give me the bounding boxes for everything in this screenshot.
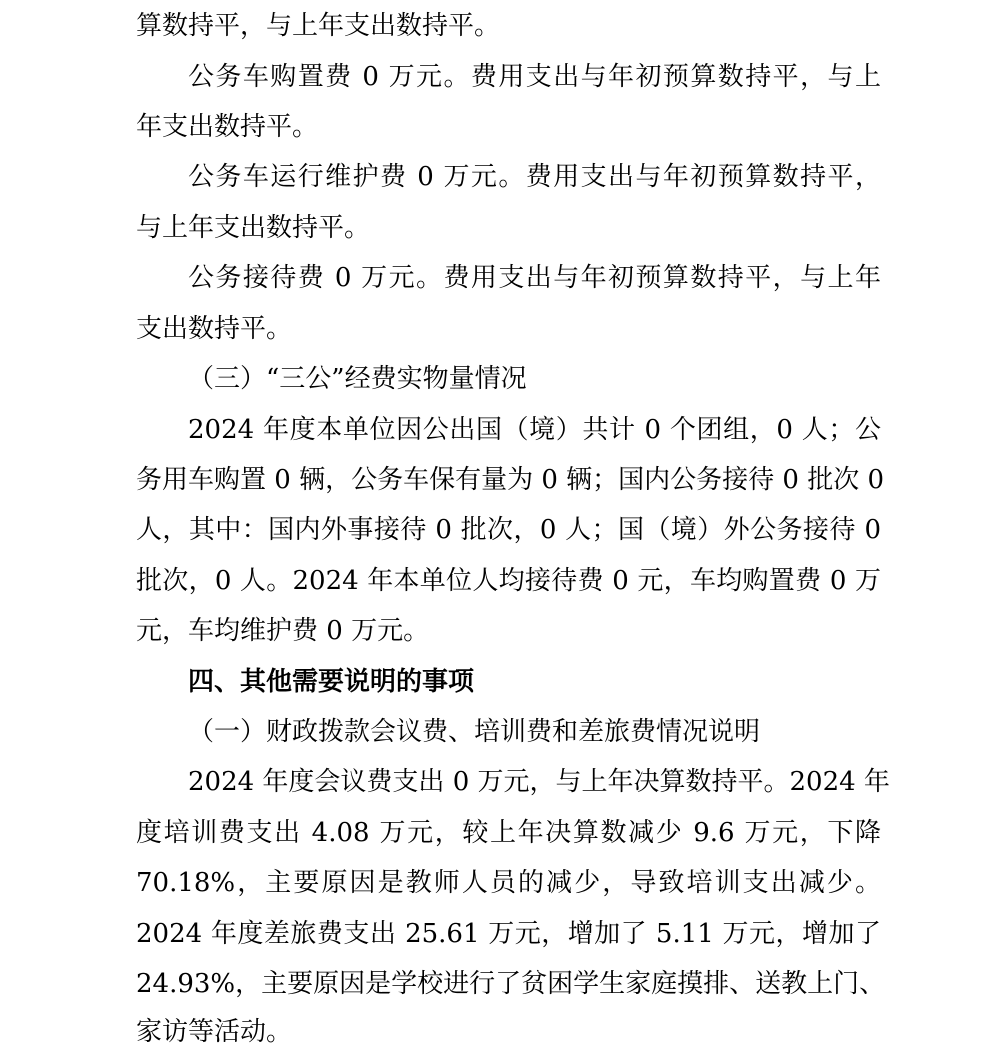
text-line: 元，车均维护费 0 万元。 [136,616,430,646]
text-line: 2024 年度会议费支出 0 万元，与上年决算数持平。2024 年 [188,767,890,797]
text-line: 70.18%，主要原因是教师人员的减少，导致培训支出减少。 [136,868,881,898]
text-line: 2024 年度差旅费支出 25.61 万元，增加了 5.11 万元，增加了 [136,919,881,949]
text-line: 2024 年度本单位因公出国（境）共计 0 个团组，0 人；公 [188,415,881,445]
text-line: 务用车购置 0 辆，公务车保有量为 0 辆；国内公务接待 0 批次 0 [136,465,885,495]
text-line: 24.93%，主要原因是学校进行了贫困学生家庭摸排、送教上门、 [136,969,886,999]
text-line: 算数持平，与上年支出数持平。 [136,11,501,41]
text-line: 公务车运行维护费 0 万元。费用支出与年初预算数持平， [188,162,881,192]
text-line: 批次，0 人。2024 年本单位人均接待费 0 元，车均购置费 0 万 [136,566,881,596]
text-line: 家访等活动。 [136,1017,293,1047]
text-line: 公务接待费 0 万元。费用支出与年初预算数持平，与上年 [188,263,881,293]
text-line: 与上年支出数持平。 [136,213,371,243]
text-line: 度培训费支出 4.08 万元，较上年决算数减少 9.6 万元，下降 [136,818,881,848]
text-line: 支出数持平。 [136,314,293,344]
text-line: 公务车购置费 0 万元。费用支出与年初预算数持平，与上 [188,62,881,92]
text-line: 人，其中：国内外事接待 0 批次，0 人；国（境）外公务接待 0 [136,515,881,545]
section-heading: （三）“三公”经费实物量情况 [188,364,527,394]
section-heading: 四、其他需要说明的事项 [188,667,475,697]
subsection-heading: （一）财政拨款会议费、培训费和差旅费情况说明 [188,717,761,747]
text-line: 年支出数持平。 [136,112,319,142]
